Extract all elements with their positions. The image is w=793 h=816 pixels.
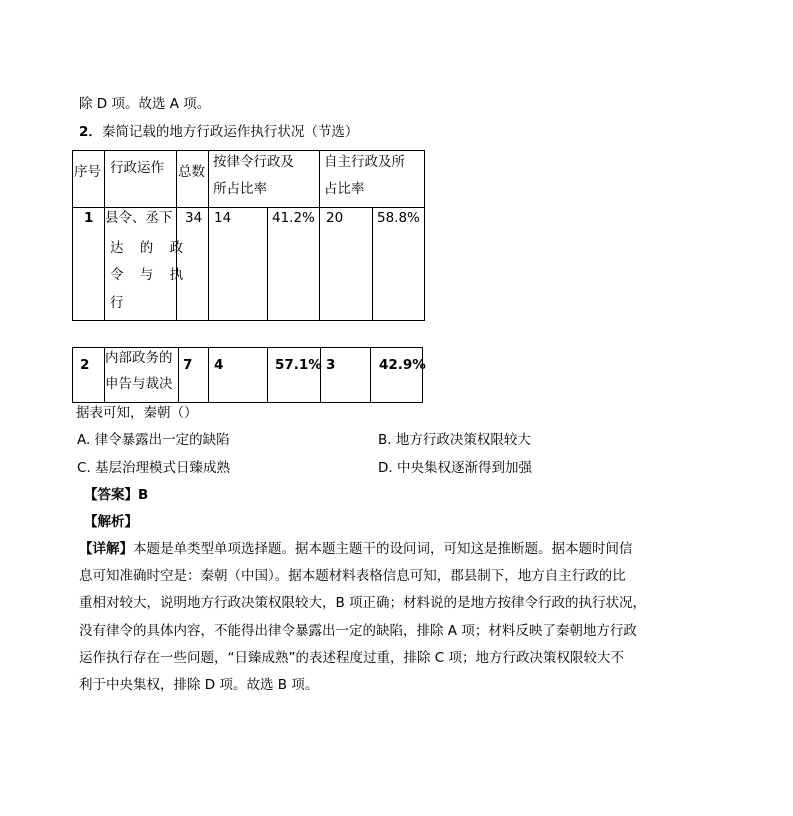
option-a[interactable]: A. 律令暴露出一定的缺陷 [77, 432, 230, 448]
analysis-label: 【解析】 [84, 514, 138, 530]
header-seq: 序号 [74, 164, 101, 180]
question-title [79, 123, 358, 141]
row2-op-line1: 内部政务的 [105, 350, 173, 366]
option-c[interactable]: C. 基层治理模式日臻成熟 [77, 460, 231, 476]
detail-label: 【详解】 [79, 541, 133, 557]
row1-auto-count: 20 [326, 210, 344, 226]
intro-line: 除 D 项。故选 A 项。 [79, 96, 211, 112]
detail-line-2: 息可知准确时空是：秦朝（中国）。据本题材料表格信息可知，郡县制下，地方自主行政的比 [79, 568, 626, 584]
question-text: 秦简记载的地方行政运作执行状况（节选） [101, 124, 359, 140]
detail-line-3: 重相对较大，说明地方行政决策权限较大，B 项正确；材料说的是地方按律令行政的执行状况， [79, 595, 647, 611]
row2-auto-count: 3 [326, 357, 336, 373]
question-prompt: 据表可知，秦朝（） [76, 405, 198, 421]
detail-line-6: 利于中央集权，排除 D 项。故选 B 项。 [79, 677, 319, 693]
row1-op-line3: 令 与 执 [110, 267, 190, 283]
row1-law-rate: 41.2% [272, 210, 315, 226]
option-d[interactable]: D. 中央集权逐渐得到加强 [378, 460, 532, 476]
header-operation: 行政运作 [110, 160, 164, 176]
detail-line-4: 没有律令的具体内容，不能得出律令暴露出一定的缺陷，排除 A 项；材料反映了秦朝地方行政 [79, 623, 637, 639]
header-auto-line1: 自主行政及所 [324, 154, 405, 170]
row2-law-count: 4 [214, 357, 224, 373]
header-auto-line2: 占比率 [324, 181, 365, 197]
header-law-line1: 按律令行政及 [213, 154, 294, 170]
row2-seq: 2 [80, 357, 90, 373]
row2-auto-rate: 42.9% [379, 357, 426, 373]
row2-total: 7 [183, 357, 193, 373]
detail-line-1: 【详解】本题是单类型单项选择题。据本题主题干的设问词，可知这是推断题。据本题时间信 [79, 541, 633, 557]
row1-op-line4: 行 [110, 295, 124, 311]
answer-value: B [138, 487, 149, 503]
answer-label: 【答案】 [84, 487, 138, 503]
row1-op-line2: 达 的 政 [110, 240, 190, 256]
row1-op-line1: 县令、丞下 [105, 210, 173, 226]
detail-line-5: 运作执行存在一些问题，“日臻成熟”的表述程度过重，排除 C 项；地方行政决策权限较大不 [79, 650, 624, 666]
row1-seq: 1 [84, 210, 94, 226]
row2-op-line2: 申告与裁决 [105, 376, 173, 392]
row1-law-count: 14 [214, 210, 232, 226]
row2-law-rate: 57.1% [275, 357, 322, 373]
row1-auto-rate: 58.8% [377, 210, 420, 226]
row1-total: 34 [185, 210, 203, 226]
header-total: 总数 [178, 164, 205, 180]
option-b[interactable]: B. 地方行政决策权限较大 [378, 432, 531, 448]
answer-line [84, 486, 148, 504]
question-number: 2． [79, 124, 102, 140]
header-law-line2: 所占比率 [213, 181, 267, 197]
